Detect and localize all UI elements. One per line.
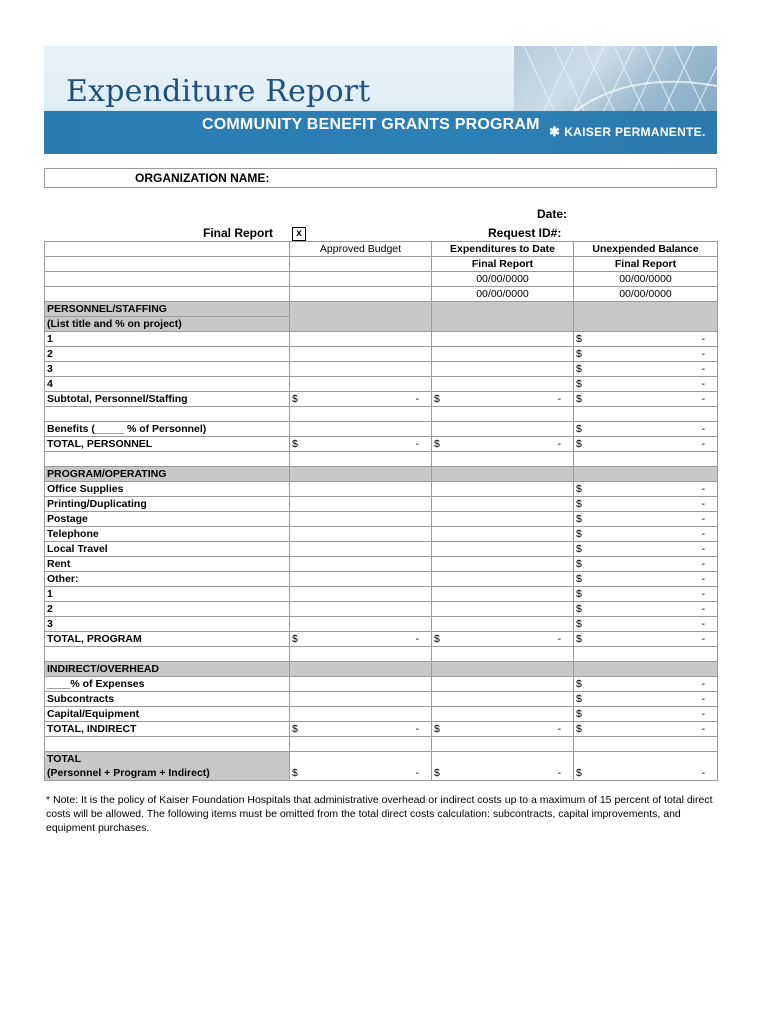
money-cell: $ - xyxy=(574,557,718,572)
gray-cell xyxy=(290,302,432,332)
line-label: Telephone xyxy=(45,527,290,542)
benefits-label: Benefits (_____ % of Personnel) xyxy=(45,422,290,437)
table-row xyxy=(45,497,718,512)
request-id-label: Request ID#: xyxy=(488,226,562,240)
money-cell: $ - xyxy=(574,692,718,707)
brand-logo xyxy=(549,124,706,140)
table-row xyxy=(45,482,718,497)
money-cell: $ - xyxy=(574,542,718,557)
input-cell[interactable] xyxy=(290,347,432,362)
exp-date-1[interactable]: 00/00/0000 xyxy=(432,272,574,287)
input-cell[interactable] xyxy=(432,587,574,602)
line-label: 3 xyxy=(45,617,290,632)
col-expenditures-sub: Final Report xyxy=(432,257,574,272)
gray-cell xyxy=(432,467,574,482)
input-cell[interactable] xyxy=(290,332,432,347)
line-label: 2 xyxy=(45,602,290,617)
col-expenditures: Expenditures to Date xyxy=(432,242,574,257)
money-cell: $ - xyxy=(574,752,718,781)
line-label: Local Travel xyxy=(45,542,290,557)
input-cell[interactable] xyxy=(432,512,574,527)
input-cell[interactable] xyxy=(432,362,574,377)
policy-note: * Note: It is the policy of Kaiser Foundation Hospitals that administrative overhead or indirect costs up to a maximum of 15 percent of total direct costs will be allowed. The following items must be omitted from the total direct costs calculation: subcontracts, capital improvements, and equipment purchases. xyxy=(46,794,713,834)
total-label: TOTAL, PERSONNEL xyxy=(45,437,290,452)
money-cell: $ - xyxy=(574,677,718,692)
input-cell[interactable] xyxy=(432,617,574,632)
input-cell[interactable] xyxy=(290,422,432,437)
input-cell[interactable] xyxy=(290,497,432,512)
input-cell[interactable] xyxy=(432,542,574,557)
money-cell: $ - xyxy=(574,707,718,722)
blank-cell xyxy=(290,257,432,272)
input-cell[interactable] xyxy=(432,332,574,347)
table-row xyxy=(45,422,718,437)
money-cell: $ - xyxy=(574,332,718,347)
money-cell: $ - xyxy=(574,422,718,437)
money-cell: $ - xyxy=(432,392,574,407)
money-cell: $ - xyxy=(574,602,718,617)
gray-cell xyxy=(432,662,574,677)
table-row xyxy=(45,692,718,707)
input-cell[interactable] xyxy=(290,587,432,602)
blank-cell xyxy=(45,452,290,467)
kp-logo-icon: ✱ xyxy=(549,124,561,139)
money-cell: $ - xyxy=(574,587,718,602)
money-cell: $ - xyxy=(574,632,718,647)
brand-name: KAISER PERMANENTE. xyxy=(564,125,706,139)
table-row xyxy=(45,602,718,617)
money-cell: $ - xyxy=(432,722,574,737)
table-row xyxy=(45,632,718,647)
gray-cell xyxy=(574,302,718,332)
blank-cell xyxy=(432,452,574,467)
table-row xyxy=(45,362,718,377)
input-cell[interactable] xyxy=(432,497,574,512)
blank-cell xyxy=(45,647,290,662)
blank-cell xyxy=(574,407,718,422)
input-cell[interactable] xyxy=(432,377,574,392)
blank-cell xyxy=(432,407,574,422)
line-label: Other: xyxy=(45,572,290,587)
line-label: Subcontracts xyxy=(45,692,290,707)
input-cell[interactable] xyxy=(290,527,432,542)
table-row xyxy=(45,557,718,572)
blank-cell xyxy=(45,287,290,302)
input-cell[interactable] xyxy=(290,677,432,692)
input-cell[interactable] xyxy=(290,692,432,707)
money-cell: $ - xyxy=(574,392,718,407)
money-cell: $ - xyxy=(432,632,574,647)
money-cell: $ - xyxy=(290,632,432,647)
table-row xyxy=(45,542,718,557)
blank-cell xyxy=(45,242,290,257)
table-row xyxy=(45,527,718,542)
table-row xyxy=(45,392,718,407)
table-row xyxy=(45,587,718,602)
blank-cell xyxy=(290,452,432,467)
input-cell[interactable] xyxy=(432,557,574,572)
money-cell: $ - xyxy=(574,722,718,737)
gray-cell xyxy=(574,467,718,482)
money-cell: $ - xyxy=(574,437,718,452)
program-subtitle: COMMUNITY BENEFIT GRANTS PROGRAM xyxy=(202,116,540,133)
blank-cell xyxy=(574,737,718,752)
blank-cell xyxy=(45,257,290,272)
money-cell: $ - xyxy=(574,572,718,587)
money-cell: $ - xyxy=(290,752,432,781)
exp-date-2[interactable]: 00/00/0000 xyxy=(432,287,574,302)
table-row xyxy=(45,617,718,632)
blank-cell xyxy=(290,272,432,287)
line-label: 4 xyxy=(45,377,290,392)
input-cell[interactable] xyxy=(432,422,574,437)
table-row xyxy=(45,677,718,692)
line-label: 1 xyxy=(45,587,290,602)
line-label: Office Supplies xyxy=(45,482,290,497)
section-personnel-header: PERSONNEL/STAFFING xyxy=(45,302,290,317)
blank-cell xyxy=(432,647,574,662)
blank-cell xyxy=(290,407,432,422)
input-cell[interactable] xyxy=(432,692,574,707)
table-row xyxy=(45,722,718,737)
input-cell[interactable] xyxy=(290,377,432,392)
input-cell[interactable] xyxy=(290,602,432,617)
input-cell[interactable] xyxy=(432,482,574,497)
money-cell: $ - xyxy=(432,752,574,781)
input-cell[interactable] xyxy=(290,617,432,632)
input-cell[interactable] xyxy=(432,677,574,692)
section-indirect-header: INDIRECT/OVERHEAD xyxy=(45,662,290,677)
final-report-checkbox[interactable]: x xyxy=(292,227,306,241)
money-cell: $ - xyxy=(574,497,718,512)
unexp-date-2[interactable]: 00/00/0000 xyxy=(574,287,718,302)
table-row xyxy=(45,572,718,587)
col-unexpended-sub: Final Report xyxy=(574,257,718,272)
grand-total-line2: (Personnel + Program + Indirect) xyxy=(47,767,210,779)
col-approved-budget: Approved Budget xyxy=(290,242,432,257)
blank-cell xyxy=(290,287,432,302)
table-row xyxy=(45,377,718,392)
money-cell: $ - xyxy=(574,512,718,527)
line-label: 1 xyxy=(45,332,290,347)
gray-cell xyxy=(432,302,574,332)
money-cell: $ - xyxy=(574,377,718,392)
blank-cell xyxy=(45,737,290,752)
date-label: Date: xyxy=(537,207,568,221)
grand-total-label xyxy=(45,752,290,781)
gray-cell xyxy=(290,662,432,677)
money-cell: $ - xyxy=(574,527,718,542)
blank-cell xyxy=(574,452,718,467)
blank-cell xyxy=(290,737,432,752)
line-label: Rent xyxy=(45,557,290,572)
unexp-date-1[interactable]: 00/00/0000 xyxy=(574,272,718,287)
section-personnel-subheader: (List title and % on project) xyxy=(45,317,290,332)
line-label: ____% of Expenses xyxy=(45,677,290,692)
input-cell[interactable] xyxy=(290,362,432,377)
input-cell[interactable] xyxy=(432,572,574,587)
line-label: Postage xyxy=(45,512,290,527)
money-cell: $ - xyxy=(574,347,718,362)
line-label: Printing/Duplicating xyxy=(45,497,290,512)
line-label: 2 xyxy=(45,347,290,362)
total-label: TOTAL, INDIRECT xyxy=(45,722,290,737)
table-row xyxy=(45,512,718,527)
table-row xyxy=(45,437,718,452)
money-cell: $ - xyxy=(290,437,432,452)
money-cell: $ - xyxy=(574,362,718,377)
organization-name-field[interactable] xyxy=(44,168,717,188)
input-cell[interactable] xyxy=(290,542,432,557)
input-cell[interactable] xyxy=(432,347,574,362)
money-cell: $ - xyxy=(290,722,432,737)
gray-cell xyxy=(574,662,718,677)
blank-cell xyxy=(45,407,290,422)
subtotal-label: Subtotal, Personnel/Staffing xyxy=(45,392,290,407)
money-cell: $ - xyxy=(290,392,432,407)
organization-name-label: ORGANIZATION NAME: xyxy=(135,171,270,185)
money-cell: $ - xyxy=(432,437,574,452)
gray-cell xyxy=(290,467,432,482)
blank-cell xyxy=(574,647,718,662)
input-cell[interactable] xyxy=(290,572,432,587)
input-cell[interactable] xyxy=(290,557,432,572)
line-label: Capital/Equipment xyxy=(45,707,290,722)
input-cell[interactable] xyxy=(290,482,432,497)
money-cell: $ - xyxy=(574,482,718,497)
input-cell[interactable] xyxy=(290,512,432,527)
final-report-label: Final Report xyxy=(203,226,274,240)
blank-cell xyxy=(290,647,432,662)
table-row xyxy=(45,707,718,722)
table-row xyxy=(45,347,718,362)
grand-total-line1: TOTAL xyxy=(47,753,82,765)
table-row xyxy=(45,332,718,347)
input-cell[interactable] xyxy=(290,707,432,722)
input-cell[interactable] xyxy=(432,707,574,722)
blank-cell xyxy=(432,737,574,752)
money-cell: $ - xyxy=(574,617,718,632)
total-label: TOTAL, PROGRAM xyxy=(45,632,290,647)
expenditure-table xyxy=(44,241,718,781)
col-unexpended: Unexpended Balance xyxy=(574,242,718,257)
section-program-header: PROGRAM/OPERATING xyxy=(45,467,290,482)
blank-cell xyxy=(45,272,290,287)
line-label: 3 xyxy=(45,362,290,377)
input-cell[interactable] xyxy=(432,527,574,542)
report-title: Expenditure Report xyxy=(66,74,371,109)
header-banner xyxy=(44,46,717,154)
input-cell[interactable] xyxy=(432,602,574,617)
